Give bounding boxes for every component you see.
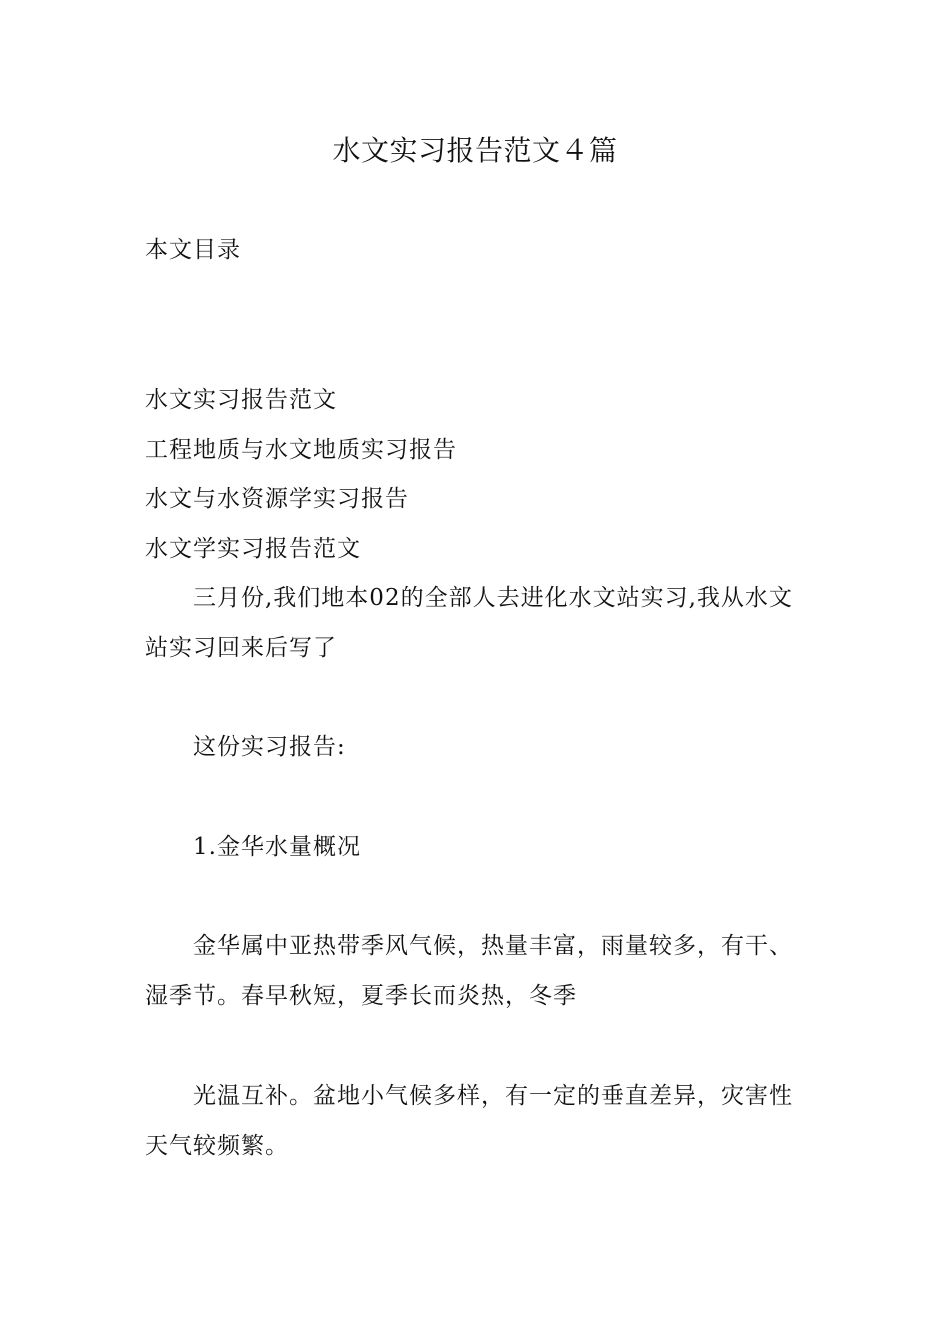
paragraph-1-line-1: 三月份,我们地本02的全部人去进化水文站实习,我从水文: [193, 585, 793, 611]
paragraph-4-line-2: 湿季节。春早秋短，夏季长而炎热，冬季: [145, 983, 577, 1009]
toc-item-3[interactable]: 水文与水资源学实习报告: [145, 486, 409, 512]
paragraph-5-line-2: 天气较频繁。: [145, 1133, 289, 1159]
paragraph-2: 这份实习报告:: [193, 734, 346, 760]
toc-item-1[interactable]: 水文实习报告范文: [145, 387, 337, 413]
paragraph-1-line-2: 站实习回来后写了: [145, 635, 337, 661]
document-title: 水文实习报告范文４篇: [332, 134, 618, 167]
section-heading: 1.金华水量概况: [193, 834, 361, 860]
toc-item-4[interactable]: 水文学实习报告范文: [145, 536, 361, 562]
paragraph-4-line-1: 金华属中亚热带季风气候，热量丰富，雨量较多，有干、: [193, 933, 793, 959]
toc-item-2[interactable]: 工程地质与水文地质实习报告: [145, 437, 457, 463]
toc-heading: 本文目录: [145, 237, 241, 263]
paragraph-5-line-1: 光温互补。盆地小气候多样，有一定的垂直差异，灾害性: [193, 1083, 793, 1109]
